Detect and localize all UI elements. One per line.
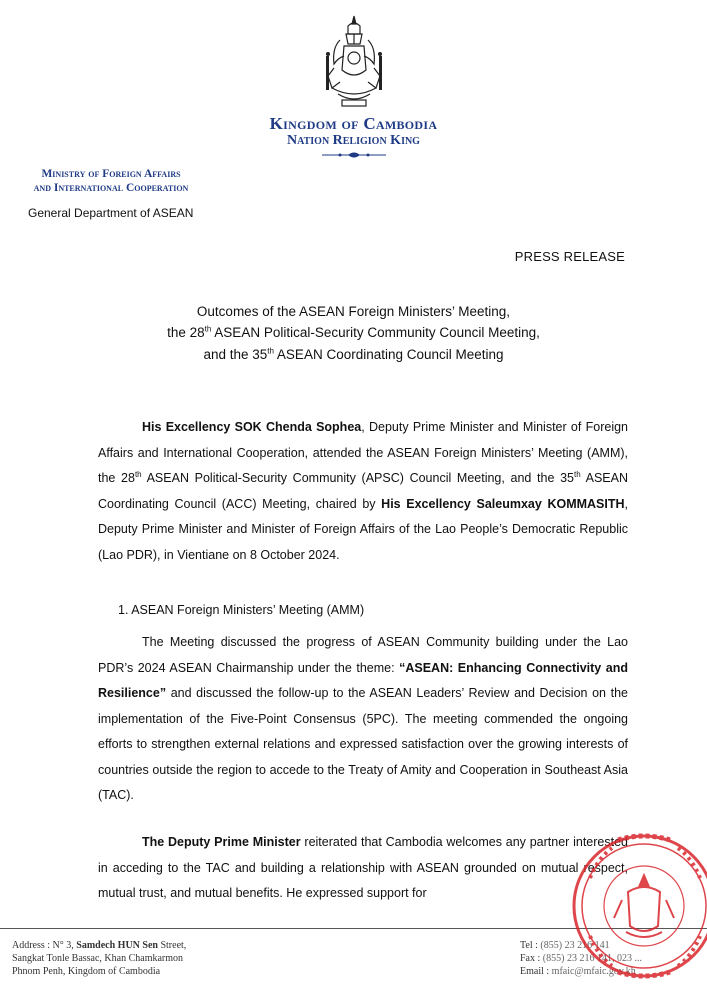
paragraph-attendance: His Excellency SOK Chenda Sophea, Deputy Prime Minister and Minister of Foreign Affairs and International Cooperation, attended the ASEAN Foreign Ministers’ Meeting (AMM), the 28th ASEAN Political-Security Community (APSC) Council Meeting, and the 35th ASEAN Coordinating Council (ACC) Meeting, chaired by His Excellency Saleumxay KOMMASITH, Deputy Prime Minister and Minister of Foreign Affairs of the Lao People’s Democratic Republic (Lao PDR), in Vientiane on 8 October 2024. xyxy=(98,420,629,562)
section-heading-amm: 1. ASEAN Foreign Ministers’ Meeting (AMM) xyxy=(118,603,365,617)
ornament-divider-icon xyxy=(318,150,390,160)
paragraph-amm-discussion: The Meeting discussed the progress of ASEAN Community building under the Lao PDR’s 2024 ASEAN Chairmanship under the theme: “ASEAN: Enhancing Connectivity and Resilience” and discussed the follow-up to the ASEAN Leaders’ Review and Decision on the implementation of the Five-Point Consensus (5PC). The meeting commended the ongoing efforts to strengthen external relations and expressed satisfaction over the growing interests of countries outside the region to accede to the Treaty of Amity and Cooperation in Southeast Asia (TAC). xyxy=(98,635,628,802)
royal-coat-of-arms-icon xyxy=(318,14,390,112)
kingdom-title: Kingdom of Cambodia xyxy=(269,114,438,133)
title-line1: Outcomes of the ASEAN Foreign Ministers’ Meeting, xyxy=(196,304,511,319)
footer-contact: Tel : (855) 23 216 141 Fax : (855) 23 216 141, 023 ... Email : mfaic@mfaic.gov.kh xyxy=(520,940,642,977)
footer-address: Address : N° 3, Samdech HUN Sen Street, Sangkat Tonle Bassac, Khan Chamkarmon Phnom Penh, Kingdom of Cambodia xyxy=(12,940,187,977)
department-name: General Department of ASEAN xyxy=(28,206,194,220)
document-type: PRESS RELEASE xyxy=(514,249,625,264)
ministry-name-line1: Ministry of Foreign Affairs xyxy=(41,168,181,180)
official-seal-stamp-icon xyxy=(568,808,707,1000)
ministry-name-line2: and International Cooperation xyxy=(33,182,189,194)
title-line2: the 28th ASEAN Political-Security Community Council Meeting, xyxy=(167,324,540,340)
national-motto: Nation Religion King xyxy=(287,133,420,148)
title-line3: and the 35th ASEAN Coordinating Council Meeting xyxy=(203,346,504,362)
paragraph-dpm-statement: The Deputy Prime Minister reiterated that Cambodia welcomes any partner interested in acceding to the TAC and building a relationship with ASEAN grounded on mutual respect, mutual trust, and mutual benefits. He expressed support for xyxy=(98,835,628,900)
